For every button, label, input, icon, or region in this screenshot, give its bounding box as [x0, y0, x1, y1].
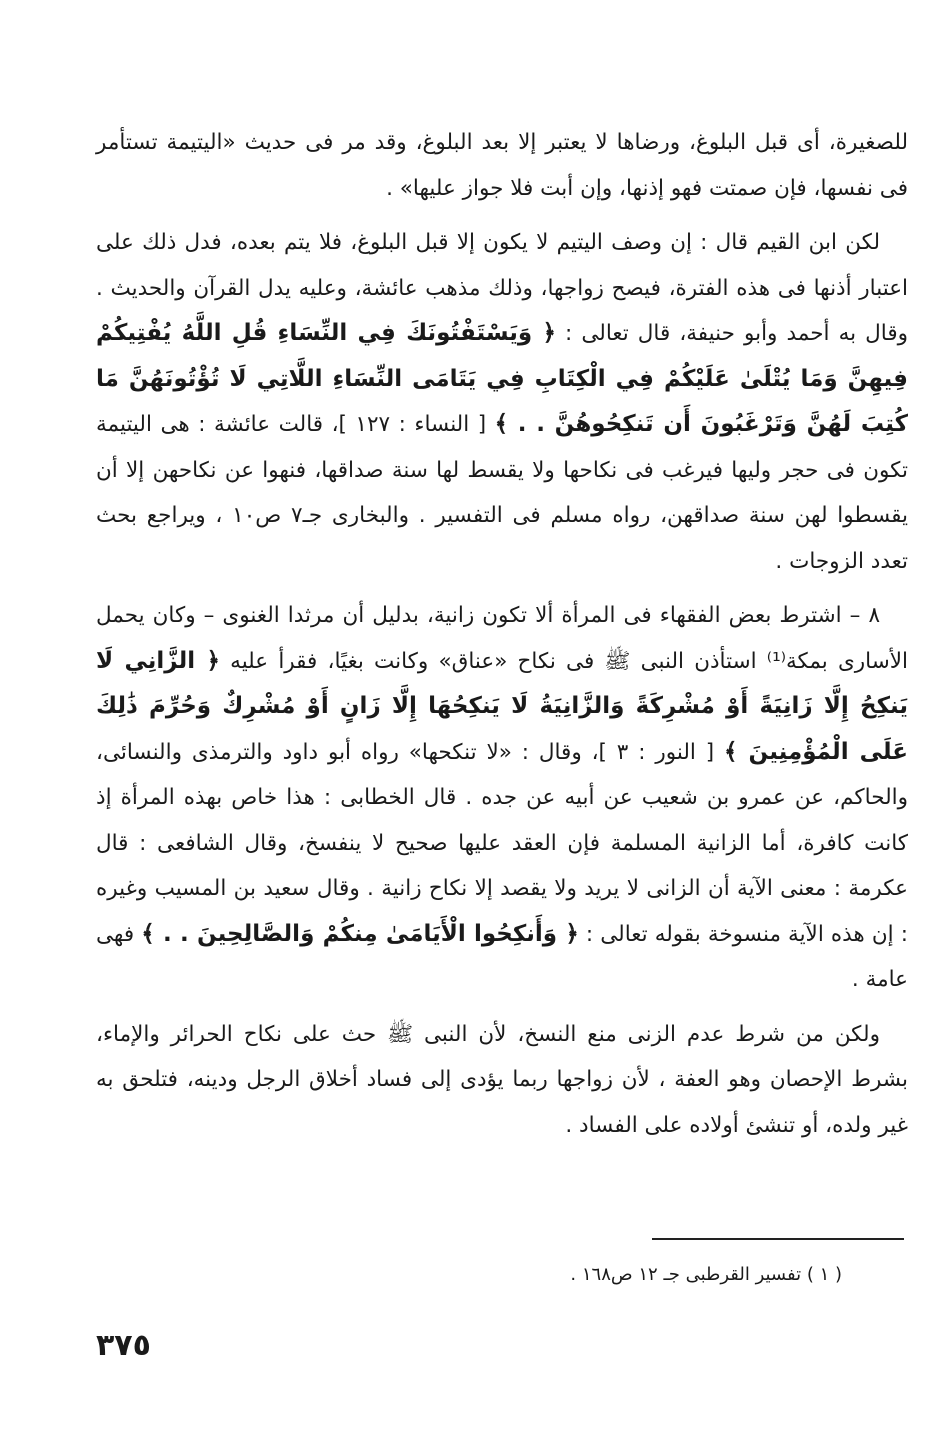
quran-verse-nur: ﴿ الزَّانِي لَا يَنكِحُ إِلَّا زَانِيَةً أَوْ مُشْرِكَةً وَالزَّانِيَةُ لَا يَنكِحُهَا إِلَّا زَانٍ أَوْ مُشْرِكٌ وَحُرِّمَ ذَٰلِكَ عَلَى الْمُؤْمِنِينَ ﴾	[96, 647, 908, 765]
paragraph-4	[96, 1012, 908, 1149]
quran-verse-ankihu: ﴿ وَأَنكِحُوا الْأَيَامَىٰ مِنكُمْ وَالصَّالِحِينَ . . ﴾	[141, 920, 579, 947]
paragraph-3	[96, 593, 908, 1003]
main-text	[96, 120, 908, 1157]
quran-verse-nisa: ﴿ وَيَسْتَفْتُونَكَ فِي النِّسَاءِ قُلِ اللَّهُ يُفْتِيكُمْ فِيهِنَّ وَمَا يُتْلَىٰ عَلَيْكُمْ فِي الْكِتَابِ فِي يَتَامَى النِّسَاءِ اللَّاتِي لَا تُؤْتُونَهُنَّ مَا كُتِبَ لَهُنَّ وَتَرْغَبُونَ أَن تَنكِحُوهُنَّ . . ﴾	[96, 320, 908, 437]
footnote-separator	[652, 1238, 904, 1240]
paragraph-4-text: ولكن من شرط عدم الزنى منع النسخ، لأن النبى ﷺ حث على نكاح الحرائر والإماء، بشرط الإحصان وهو العفة ، لأن زواجها ربما يؤدى إلى فساد أخلاق الرجل ودينه، فتلحق به غير ولده، أو تنشئ أولاده على الفساد .	[96, 1021, 908, 1138]
paragraph-3-continuation: [ النور : ٣ ]، وقال : «لا تنكحها» رواه أبو داود والترمذى والنسائى، والحاكم، عن عمرو بن شعيب عن أبيه عن جده . قال الخطابى : هذا خاص بهذه المرأة إذ كانت كافرة، أما الزانية المسلمة فإن العقد عليها صحيح لا ينفسخ، وقال الشافعى : قال عكرمة : معنى الآية أن الزانى لا يريد ولا يقصد إلا نكاح زانية . وقال سعيد بن المسيب وغيره : إن هذه الآية منسوخة بقوله تعالى :	[96, 739, 908, 947]
paragraph-1-text: للصغيرة، أى قبل البلوغ، ورضاها لا يعتبر إلا بعد البلوغ، وقد مر فى حديث «اليتيمة تستأمر فى نفسها، فإن صمتت فهو إذنها، وإن أبت فلا جواز عليها» .	[96, 130, 908, 201]
paragraph-2	[96, 220, 908, 584]
paragraph-1	[96, 120, 908, 211]
paragraph-3-text: ٨ – اشترط بعض الفقهاء فى المرأة ألا تكون زانية، بدليل أن مرثدا الغنوى – وكان يحمل الأسارى بمكة⁽¹⁾ استأذن النبى ﷺ فى نكاح «عناق» وكانت بغيًا، فقرأ عليه	[96, 603, 908, 674]
footnote: ( ١ ) تفسير القرطبى جـ ١٢ ص١٦٨ .	[570, 1264, 842, 1285]
page-number: ٣٧٥	[96, 1328, 151, 1363]
paragraph-3-ending: فهى عامة .	[96, 921, 908, 992]
paragraph-2-text: لكن ابن القيم قال : إن وصف اليتيم لا يكون إلا قبل البلوغ، فلا يتم بعده، فدل ذلك على اعتبار أذنها فى هذه الفترة، فيصح زواجها، وذلك مذهب عائشة، وعليه يدل القرآن والحديث . وقال به أحمد وأبو حنيفة، قال تعالى :	[96, 230, 908, 346]
paragraph-2-continuation: [ النساء : ١٢٧ ]، قالت عائشة : هى اليتيمة تكون فى حجر وليها فيرغب فى نكاحها ولا يقسط لها سنة صداقها، فنهوا عن نكاحهن إلا أن يقسطوا لهن سنة صداقهن، رواه مسلم فى التفسير . والبخارى جـ٧ ص١٠ ، ويراجع بحث تعدد الزوجات .	[96, 412, 909, 574]
